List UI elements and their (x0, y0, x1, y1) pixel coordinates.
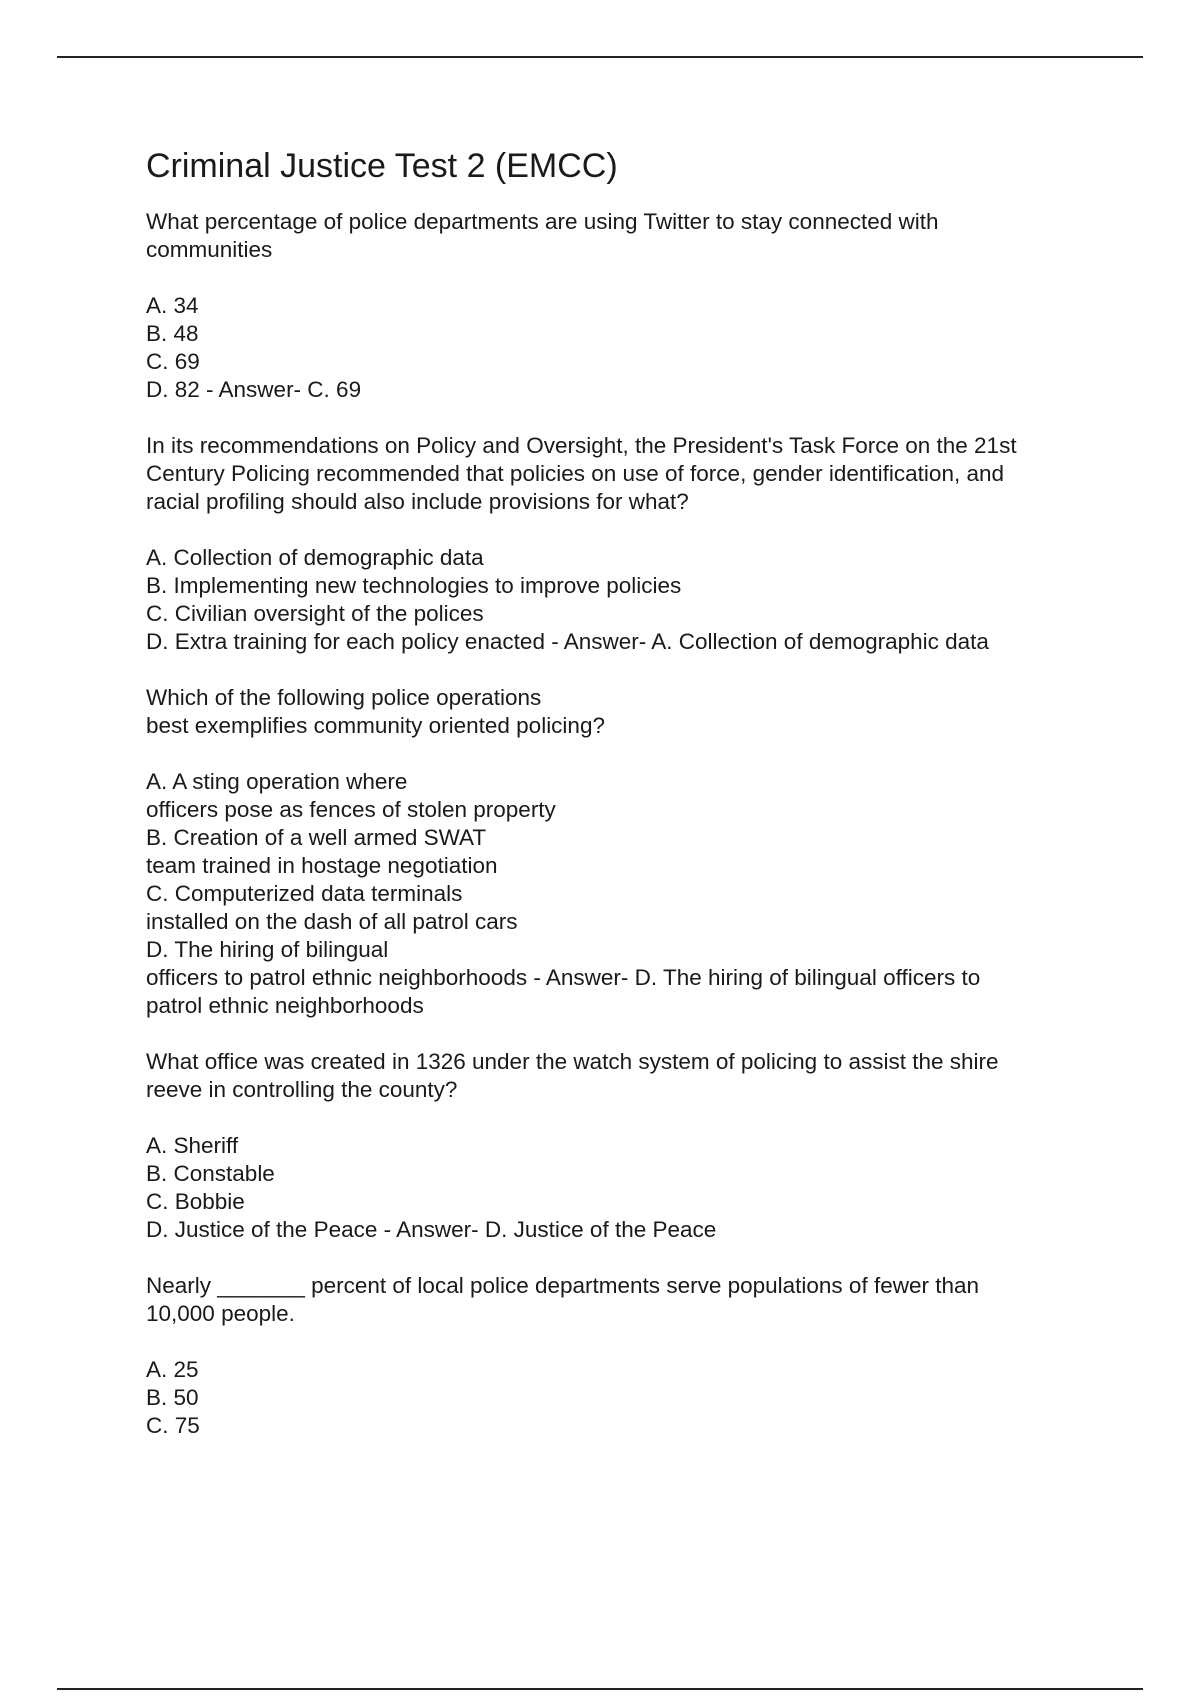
answer-option-line: B. 50 (146, 1385, 199, 1410)
question-prompt-line: Which of the following police operations (146, 685, 542, 710)
header-rule (57, 56, 1143, 58)
answer-option-line: C. Bobbie (146, 1189, 245, 1214)
question-prompt-line: best exemplifies community oriented policing? (146, 713, 605, 738)
question-prompt-line: racial profiling should also include provisions for what? (146, 489, 689, 514)
answer-option-line: A. Collection of demographic data (146, 545, 484, 570)
answer-option-line: C. 69 (146, 349, 200, 374)
answer-option-line: D. Extra training for each policy enacted - Answer- A. Collection of demographic data (146, 629, 989, 654)
question-4 (146, 1048, 1096, 1244)
question-prompt-line: Nearly _______ percent of local police departments serve populations of fewer than (146, 1273, 980, 1298)
answer-option-line: C. 75 (146, 1413, 200, 1438)
answer-option-line: D. The hiring of bilingual (146, 937, 389, 962)
footer-rule (57, 1688, 1143, 1690)
answer-option-line: A. 25 (146, 1357, 199, 1382)
answer-option-line: B. Implementing new technologies to improve policies (146, 573, 682, 598)
answer-option-line: B. Creation of a well armed SWAT (146, 825, 487, 850)
answer-option-line: patrol ethnic neighborhoods (146, 993, 424, 1018)
answer-option-line: B. Constable (146, 1161, 275, 1186)
question-prompt-line: Century Policing recommended that policies on use of force, gender identification, and (146, 461, 1004, 486)
answer-option-line: officers pose as fences of stolen property (146, 797, 556, 822)
question-prompt-line: What percentage of police departments are using Twitter to stay connected with (146, 209, 939, 234)
answer-option-line: installed on the dash of all patrol cars (146, 909, 518, 934)
document-body (146, 146, 1096, 1440)
question-2 (146, 432, 1096, 656)
answer-option-line: A. Sheriff (146, 1133, 239, 1158)
answer-option-line: team trained in hostage negotiation (146, 853, 498, 878)
question-3 (146, 684, 1096, 1020)
answer-option-line: D. Justice of the Peace - Answer- D. Justice of the Peace (146, 1217, 717, 1242)
question-prompt-line: What office was created in 1326 under the watch system of policing to assist the shire (146, 1049, 999, 1074)
question-1 (146, 208, 1096, 404)
question-prompt-line: communities (146, 237, 273, 262)
question-5 (146, 1272, 1096, 1440)
question-prompt-line: 10,000 people. (146, 1301, 295, 1326)
question-prompt-line: In its recommendations on Policy and Oversight, the President's Task Force on the 21st (146, 433, 1017, 458)
answer-option-line: D. 82 - Answer- C. 69 (146, 377, 362, 402)
answer-option-line: B. 48 (146, 321, 199, 346)
question-prompt-line: reeve in controlling the county? (146, 1077, 458, 1102)
answer-option-line: C. Computerized data terminals (146, 881, 463, 906)
answer-option-line: A. 34 (146, 293, 199, 318)
document-title: Criminal Justice Test 2 (EMCC) (146, 147, 618, 185)
answer-option-line: C. Civilian oversight of the polices (146, 601, 484, 626)
answer-option-line: officers to patrol ethnic neighborhoods - Answer- D. The hiring of bilingual officers to (146, 965, 981, 990)
answer-option-line: A. A sting operation where (146, 769, 408, 794)
